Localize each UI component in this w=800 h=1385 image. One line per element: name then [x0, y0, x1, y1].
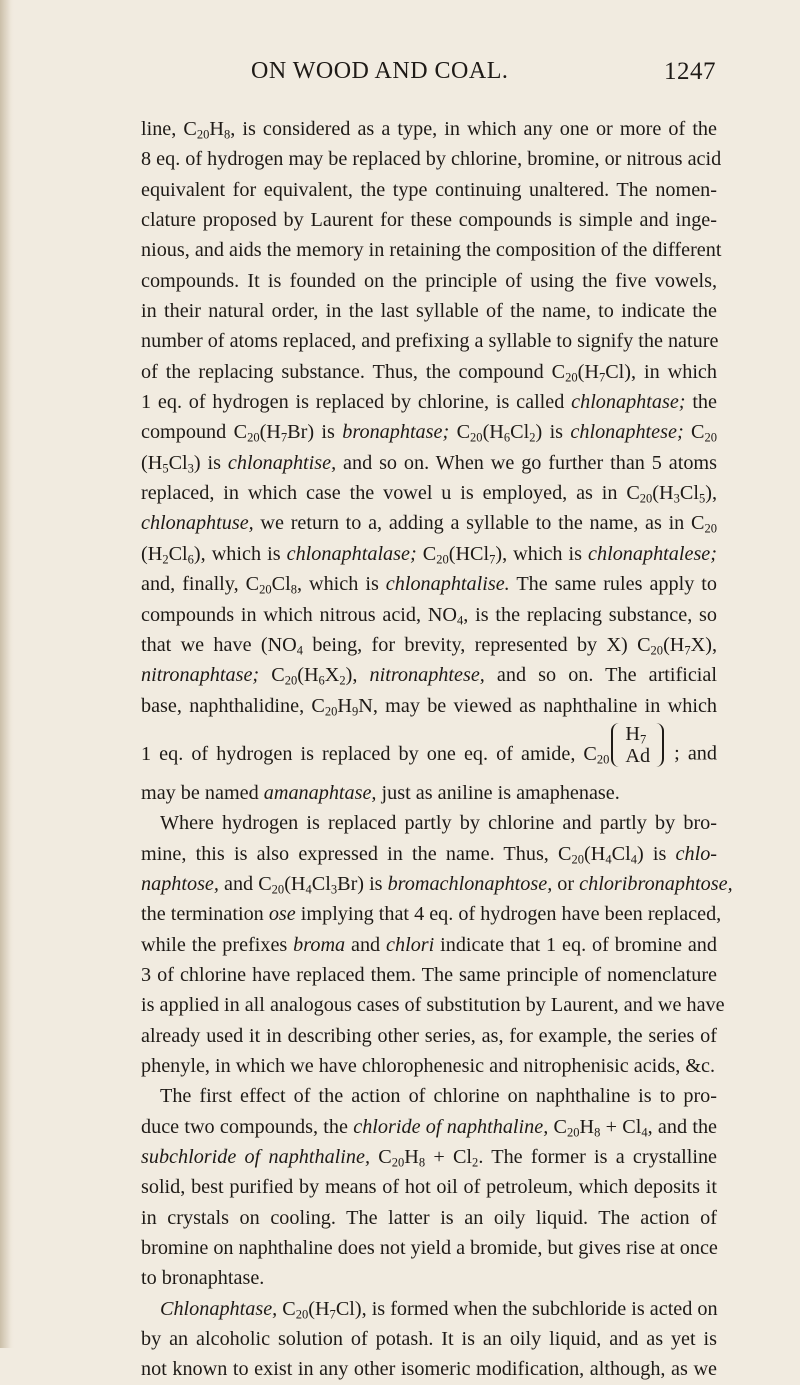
text-line: clature proposed by Laurent for these compounds is simple and inge- [141, 209, 717, 232]
text-run: indicate that 1 eq. of bromine and [434, 933, 717, 956]
text-line [141, 448, 717, 478]
text-line [141, 387, 717, 417]
text-line [141, 930, 717, 960]
compound-name: chloribronaphtose, [579, 872, 733, 895]
text-run: may be named [141, 781, 264, 804]
text-run: while the prefixes [141, 933, 294, 956]
text-run: implying that 4 eq. of hydrogen have been replaced, [295, 903, 722, 926]
compound-name: bronaphtase; [342, 421, 450, 444]
text-run: $C_{20}H_8 + Cl_4$, and the [548, 1115, 718, 1140]
text-run: the [685, 391, 717, 414]
text-run: and, finally, $C_{20}Cl_8$, which is [141, 573, 386, 597]
compound-name: chlonaphtuse, [141, 512, 254, 535]
text-line [141, 839, 717, 869]
text-run: The same rules apply to [509, 573, 717, 596]
text-line [141, 569, 717, 599]
text-line [141, 660, 717, 690]
text-line: that we have ($NO_4$ being, for brevity, represented by X) $C_{20}(H_7X)$, [141, 633, 717, 658]
text-run: just as aniline is amaphenase. [376, 781, 620, 804]
text-run: ; and [666, 742, 717, 765]
text-line: The first effect of the action of chlorine on naphthaline is to pro- [160, 1085, 717, 1108]
text-run: 1 eq. of hydrogen is replaced by chlorine, is called [141, 391, 572, 414]
text-run: mine, this is also expressed in the name. Thus, $C_{20}(H_4Cl_4)$ is [141, 842, 676, 867]
text-run: the termination [141, 903, 269, 926]
page-gutter-shadow [0, 0, 14, 1348]
text-line: in their natural order, in the last syllable of the name, to indicate the [141, 300, 717, 323]
text-run: and so on. When we go further than 5 atoms [336, 451, 717, 474]
running-head: ON WOOD AND COAL. [251, 58, 509, 84]
brace-bottom: Ad [625, 744, 651, 767]
text-line [141, 869, 733, 899]
text-run: and so on. The artificial [484, 664, 717, 687]
text-line: of the replacing substance. Thus, the compound $C_{20}(H_7Cl)$, in which [141, 360, 717, 385]
page-header [141, 58, 716, 98]
text-run: $C_{20}H_8 + Cl_2$. The former is a crystalline [370, 1146, 718, 1170]
text-line: is applied in all analogous cases of substitution by Laurent, and we have [141, 994, 725, 1017]
text-line: already used it in describing other series, as, for example, the series of [141, 1024, 717, 1047]
text-run: and [345, 933, 387, 956]
text-line: in crystals on cooling. The latter is an oily liquid. The action of [141, 1206, 717, 1229]
compound-name: chlonaphtase; [571, 391, 686, 414]
compound-name: nitronaphtase; [141, 664, 260, 687]
text-line [141, 1294, 717, 1324]
term: broma [293, 933, 346, 956]
text-run: $(H_5Cl_3)$ is [141, 451, 228, 476]
text-line: by an alcoholic solution of potash. It is an oily liquid, and as yet is [141, 1328, 717, 1351]
text-line-with-formula [141, 721, 717, 778]
text-line [141, 508, 717, 538]
compound-name: bromachlonaphtose, [387, 872, 553, 895]
compound-name: nitronaphtese, [369, 664, 485, 687]
text-line: not known to exist in any other isomeric modification, although, as we [141, 1358, 717, 1381]
compound-name: chlonaphtalase; [286, 542, 417, 565]
text-run: 1 eq. of hydrogen is replaced by one eq. of amide, $C_{20}$ [141, 742, 610, 767]
text-run: or [552, 872, 580, 895]
amide-formula-brace [611, 723, 664, 767]
text-line [141, 539, 717, 569]
body-text [141, 114, 733, 1385]
page-number: 1247 [664, 58, 716, 85]
compound-name: chlonaphtese; [570, 421, 684, 444]
text-line: line, $C_{20}H_8$, is considered as a type, in which any one or more of the [141, 118, 717, 142]
text-line: phenyle, in which we have chlorophenesic and nitrophenisic acids, &c. [141, 1054, 716, 1077]
text-line [141, 1112, 717, 1142]
text-line: Where hydrogen is replaced partly by chlorine and partly by bro- [160, 812, 717, 835]
text-line: compounds. It is founded on the principle of using the five vowels, [141, 269, 717, 292]
text-run: $C_{20}(H_6Cl_2)$ is [449, 421, 571, 445]
text-run: we return to a, adding a syllable to the name, as in $C_{20}$ [253, 512, 717, 536]
text-line: equivalent for equivalent, the type continuing unaltered. The nomen- [141, 178, 717, 201]
text-line [141, 1142, 717, 1172]
text-line: to bronaphtase. [141, 1267, 265, 1290]
term: chlori [386, 933, 435, 956]
text-line: bromine on naphthaline does not yield a bromide, but gives rise at once [141, 1237, 718, 1260]
text-line: 8 eq. of hydrogen may be replaced by chlorine, bromine, or nitrous acid [141, 148, 722, 171]
text-run: $C_{20}(H_7Cl)$, is formed when the subchloride is acted on [277, 1297, 718, 1322]
brace-top: $H_7$ [625, 722, 647, 747]
text-run: $C_{20}(H_6X_2)$, [259, 664, 370, 688]
term: ose [268, 903, 296, 926]
compound-name: amanaphtase, [263, 781, 377, 804]
text-run: duce two compounds, the [141, 1115, 354, 1138]
text-run: $(H_2Cl_6)$, which is [141, 542, 287, 567]
text-line: nious, and aids the memory in retaining the composition of the different [141, 239, 722, 262]
text-line [141, 778, 717, 808]
compound-name: chloride of naphthaline, [353, 1115, 549, 1138]
compound-name: subchloride of naphthaline, [141, 1146, 370, 1168]
text-line: solid, best purified by means of hot oil of petroleum, which deposits it [141, 1176, 717, 1199]
compound-name: Chlonaphtase, [160, 1297, 278, 1320]
text-line: 3 of chlorine have replaced them. The same principle of nomenclature [141, 963, 717, 986]
compound-name: chlonaphtalese; [588, 542, 717, 565]
text-line [141, 417, 717, 447]
text-line: replaced, in which case the vowel u is employed, as in $C_{20}(H_3Cl_5)$, [141, 482, 717, 506]
text-line: base, naphthalidine, $C_{20}H_9N$, may be viewed as naphthaline in which [141, 694, 717, 719]
text-run: and $C_{20}(H_4Cl_3Br)$ is [218, 872, 388, 897]
text-run: $C_{20}(HCl_7)$, which is [416, 542, 589, 567]
text-line: number of atoms replaced, and prefixing a syllable to signify the nature [141, 330, 719, 353]
compound-name: chlonaphtise, [227, 451, 337, 474]
text-line: compounds in which nitrous acid, $NO_4$, is the replacing substance, so [141, 603, 717, 627]
compound-name: naphtose, [141, 872, 219, 895]
compound-name: chlonaphtalise. [385, 573, 510, 596]
text-run: $C_{20}$ [683, 421, 718, 445]
text-line [141, 899, 722, 929]
compound-name: chlo- [675, 842, 718, 865]
text-run: compound $C_{20}(H_7Br)$ is [141, 421, 343, 445]
